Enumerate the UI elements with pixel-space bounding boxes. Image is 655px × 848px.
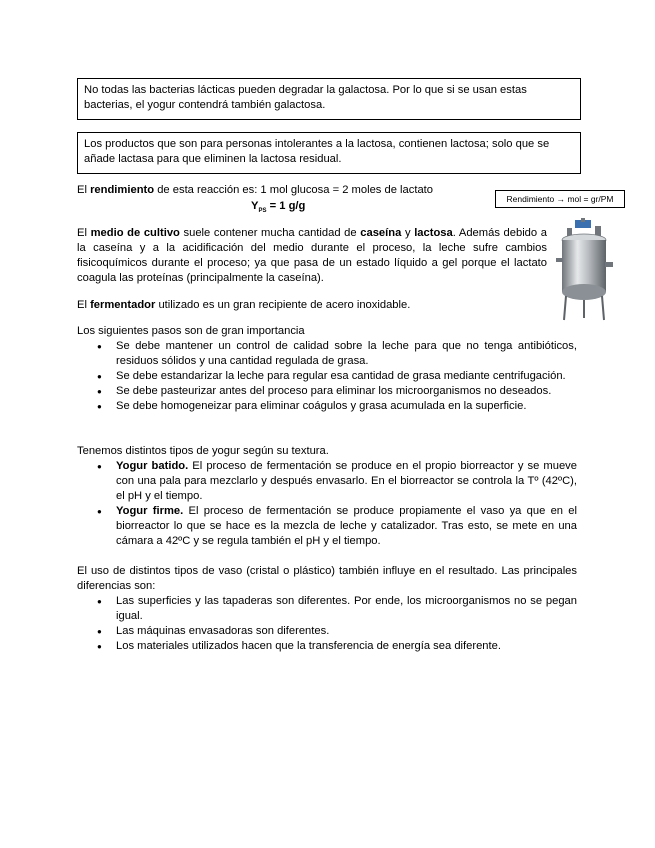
yogur-firme-term: Yogur firme. [116,505,184,517]
list-item: ● Las máquinas envasadoras son diferentes. [77,624,577,639]
medio-text-4: . Además debido a la caseína y a la acidificación del medio durante el proceso, la leche sufre cambios fisicoquímicos durante el proceso; ya que pasa de un estado líquido a gel porque el lactato coagula las proteínas (principalmente la caseína). [77,227,547,284]
formula-box: Rendimiento → mol = gr/PM [495,190,625,208]
yield-subscript: PS [258,208,267,215]
list-item: ● Se debe estandarizar la leche para regular esa cantidad de grasa mediante centrifugación. [77,369,577,384]
list-item: ● Los materiales utilizados hacen que la transferencia de energía sea diferente. [77,639,577,654]
pasos-section [77,324,577,414]
vaso-intro: El uso de distintos tipos de vaso (cristal o plástico) también influye en el resultado. Las principales diferencias son: [77,565,577,592]
medio-paragraph [77,226,547,286]
fermentador-text-2: utilizado es un gran recipiente de acero inoxidable. [155,299,411,311]
fermenter-tank-image [555,218,615,322]
yield-formula [251,199,305,219]
tipos-list [77,459,577,549]
fermentador-text-1: El [77,299,91,311]
rendimiento-term: rendimiento [90,184,155,196]
yogur-batido-text: El proceso de fermentación se produce en el propio biorreactor y se mueve con una pala para mezclarlo y después envasarlo. En el biorreactor se controla la Tº (42ºC), el pH y el tiempo. [116,460,577,502]
rendimiento-text-2: de esta reacción es: 1 mol glucosa = 2 moles de lactato [154,184,434,196]
pasos-list [77,339,577,414]
note-box-galactosa [77,78,581,120]
tipos-section [77,444,577,549]
list-item: ● Se debe pasteurizar antes del proceso para eliminar los microorganismos no deseados. [77,384,577,399]
vaso-section [77,564,577,654]
fermentador-term: fermentador [90,299,156,311]
yogur-firme-text: El proceso de fermentación se produce propiamente el vaso ya que en el biorreactor lo que se hace es la mezcla de leche y catalizador. Tras esto, se mete en una cámara a 42ºC y se regula también el pH y el tiempo. [116,505,578,547]
list-item: ● Las superficies y las tapaderas son diferentes. Por ende, los microorganismos no se pegan igual. [77,594,577,624]
vaso-list [77,594,577,654]
note-box-lactosa [77,132,581,174]
list-item: ● Se debe homogeneizar para eliminar coágulos y grasa acumulada en la superficie. [77,399,577,414]
note-text-lactosa: Los productos que son para personas intolerantes a la lactosa, contienen lactosa; solo que se añade lactasa para que eliminen la lactosa residual. [84,138,550,165]
list-item [77,504,577,549]
medio-text-2: suele contener mucha cantidad de [179,227,361,239]
pasos-intro: Los siguientes pasos son de gran importancia [77,325,305,337]
note-text-galactosa: No todas las bacterias lácticas pueden degradar la galactosa. Por lo que si se usan estas bacterias, el yogur contendrá también galactosa. [84,84,527,111]
medio-text-3: y [401,227,415,239]
yield-symbol: Y [251,200,259,212]
medio-term: medio de cultivo [90,227,180,239]
caseina-term: caseína [360,227,402,239]
rendimiento-paragraph [77,183,497,198]
yogur-batido-term: Yogur batido. [116,460,189,472]
list-item: ● Se debe mantener un control de calidad sobre la leche para que no tenga antibióticos, residuos sólidos y una cantidad regulada de grasa. [77,339,577,369]
list-item [77,459,577,504]
lactosa-term: lactosa [414,227,453,239]
rendimiento-text-1: El [77,184,91,196]
tipos-intro: Tenemos distintos tipos de yogur según su textura. [77,445,329,457]
fermentador-paragraph [77,298,547,313]
medio-text-1: El [77,227,91,239]
yield-value: = 1 g/g [266,200,306,212]
